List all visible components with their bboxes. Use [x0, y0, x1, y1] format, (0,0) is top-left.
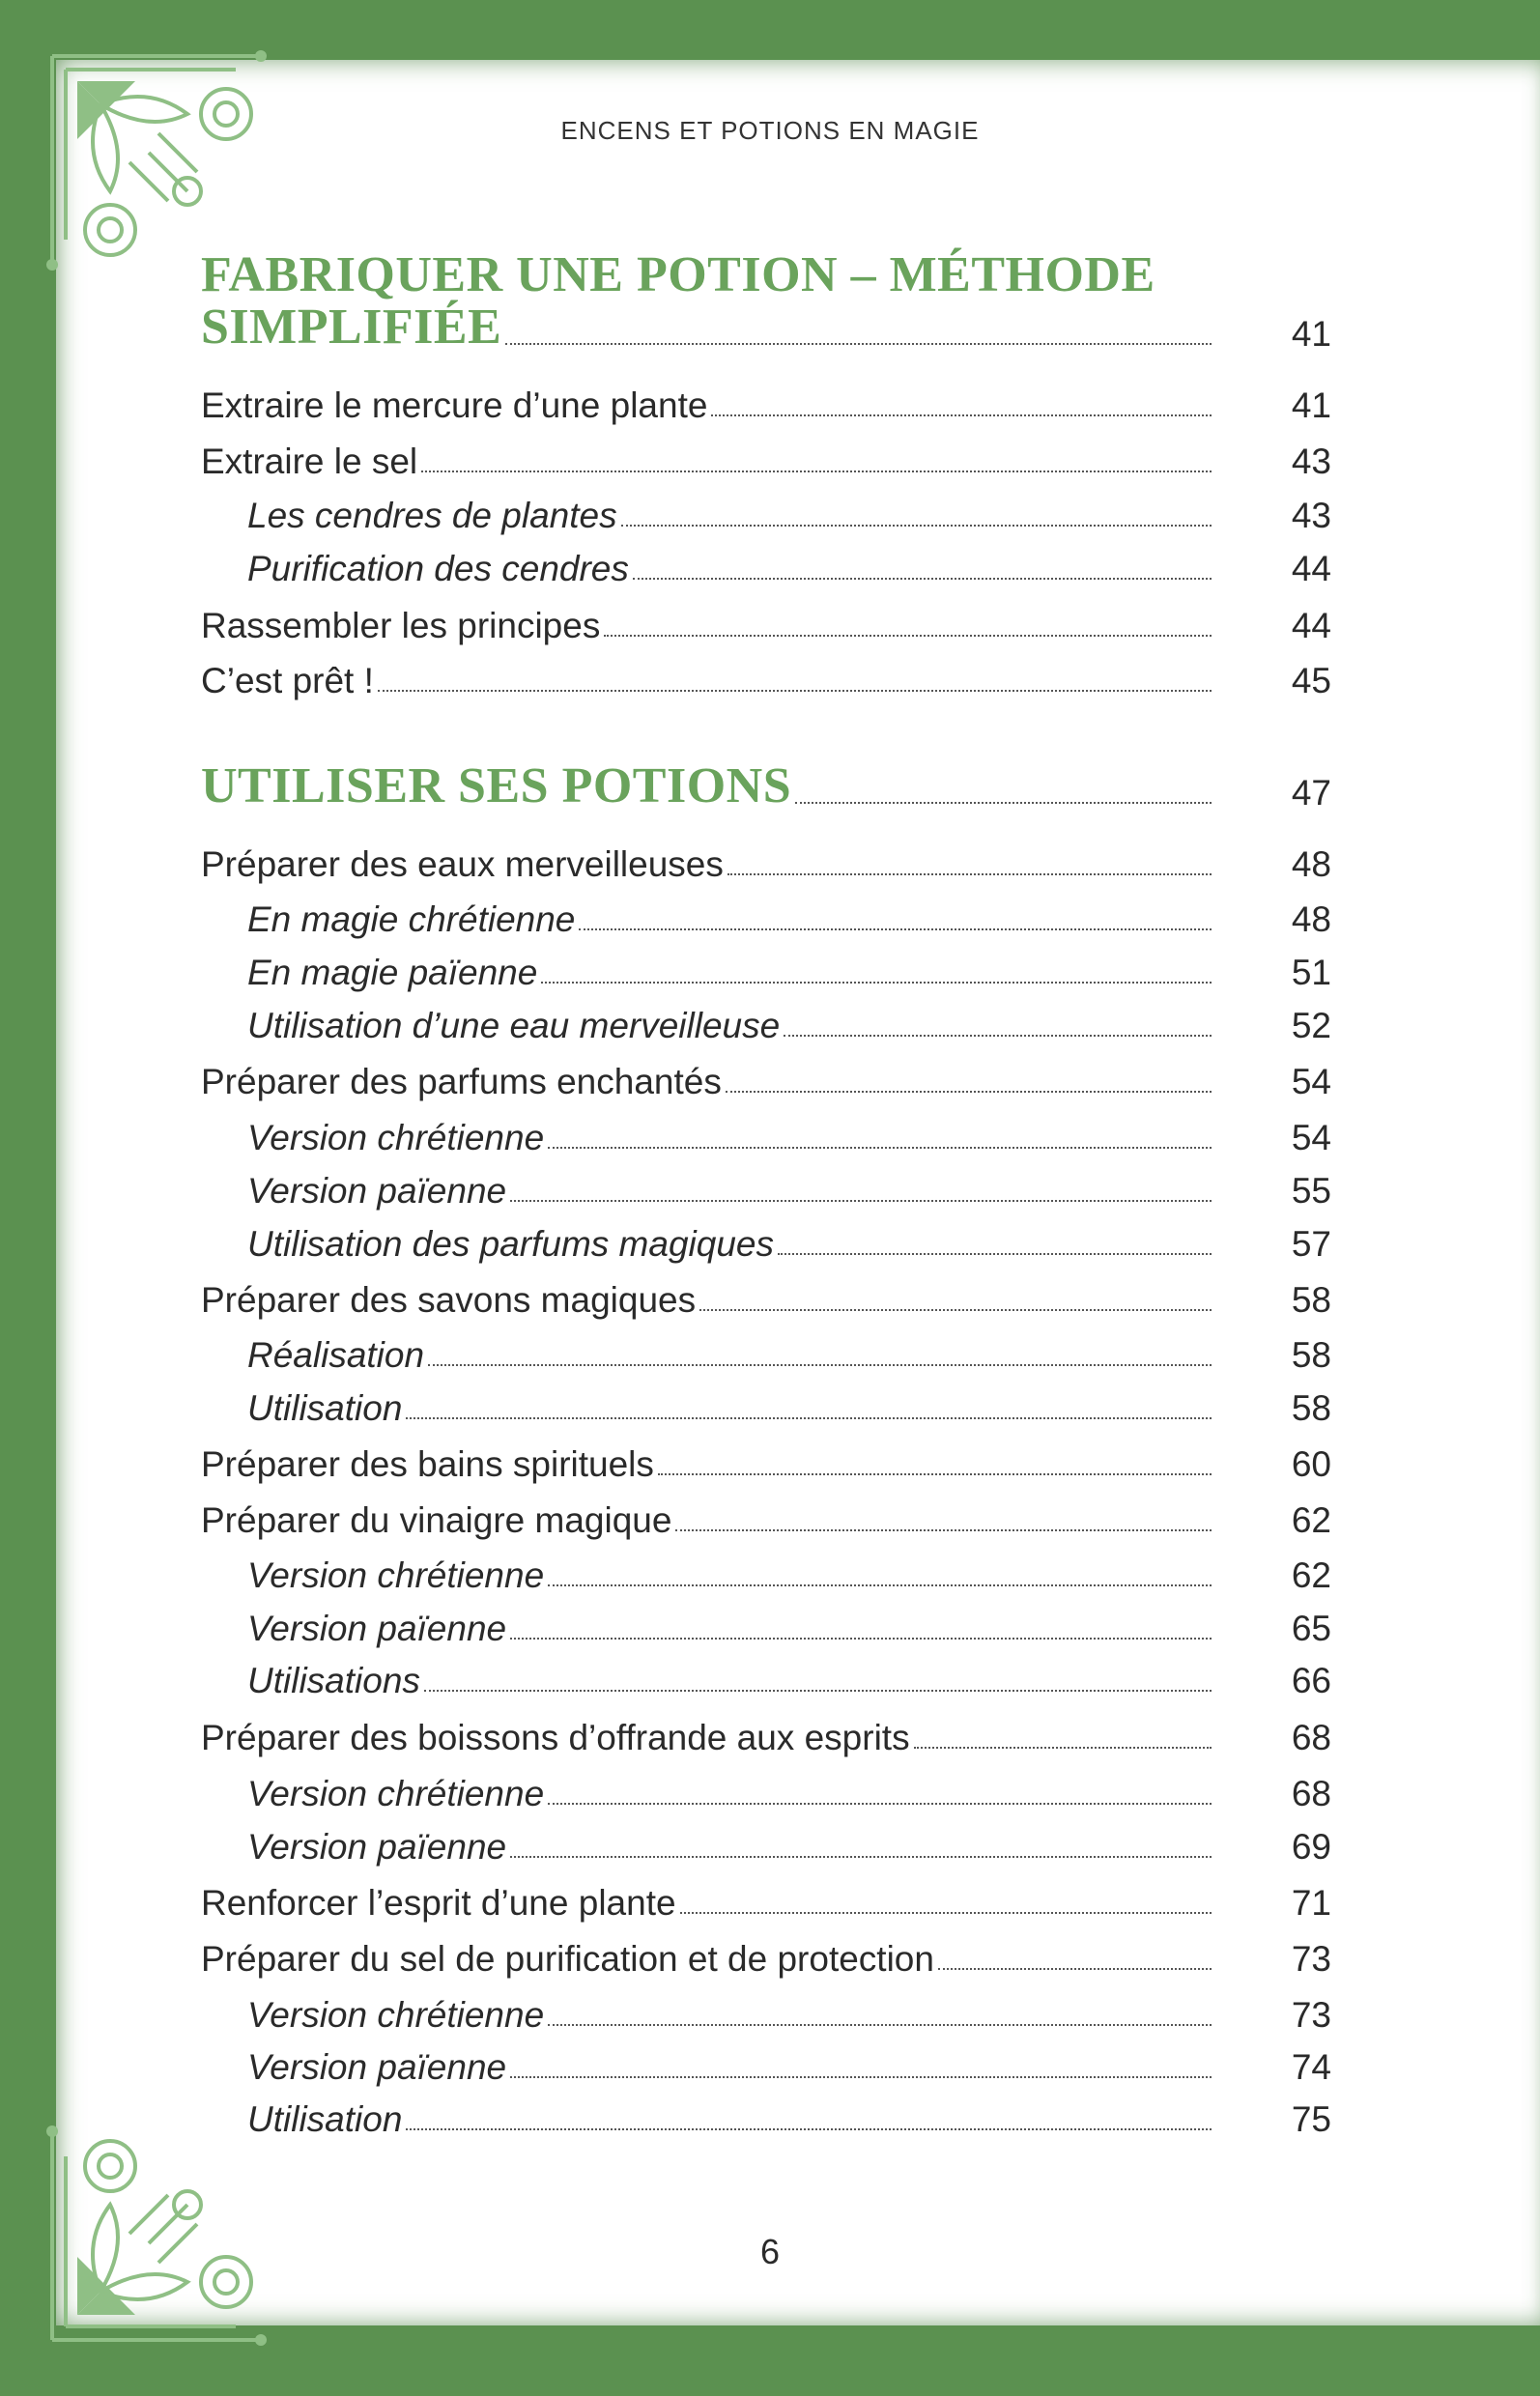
- toc-subentry[interactable]: [247, 1007, 1333, 1046]
- dot-leader: [378, 689, 1212, 692]
- dot-leader: [424, 1689, 1212, 1692]
- dot-leader: [406, 2127, 1212, 2130]
- toc-entry[interactable]: [201, 442, 1333, 482]
- page-number: 52: [1291, 1006, 1331, 1045]
- toc-subentry-label: Utilisation: [247, 2099, 403, 2139]
- toc-subentry-label: Version païenne: [247, 1827, 507, 1867]
- section-heading-1[interactable]: [201, 301, 1333, 355]
- toc-entry-label: Rassembler les principes: [201, 606, 601, 645]
- toc-subentry[interactable]: [247, 1336, 1333, 1376]
- toc-subentry-label: Version païenne: [247, 1609, 507, 1648]
- toc-subentry-label: Version chrétienne: [247, 1555, 545, 1595]
- page-number: 54: [1291, 1118, 1331, 1157]
- toc-entry[interactable]: [201, 1719, 1333, 1758]
- toc-entry-label: Renforcer l’esprit d’une plante: [201, 1883, 676, 1923]
- toc-entry-label: Préparer du sel de purification et de protection: [201, 1939, 934, 1979]
- dot-leader: [505, 342, 1212, 345]
- toc-subentry[interactable]: [247, 1172, 1333, 1212]
- dot-leader: [938, 1967, 1212, 1970]
- toc-entry[interactable]: [201, 1063, 1333, 1102]
- page-number: 43: [1291, 496, 1331, 535]
- page-number: 54: [1291, 1062, 1331, 1101]
- section-title-2: UTILISER SES POTIONS: [201, 758, 792, 813]
- page-number: 75: [1291, 2099, 1331, 2139]
- dot-leader: [680, 1911, 1212, 1914]
- page-number: 60: [1291, 1444, 1331, 1484]
- toc-subentry[interactable]: [247, 497, 1333, 536]
- dot-leader: [510, 2075, 1212, 2078]
- dot-leader: [784, 1034, 1212, 1037]
- page-number: 51: [1291, 953, 1331, 992]
- page-number: 66: [1291, 1661, 1331, 1700]
- dot-leader: [727, 872, 1212, 875]
- dot-leader: [604, 634, 1212, 637]
- toc-subentry-label: Version chrétienne: [247, 1118, 545, 1157]
- dot-leader: [548, 1802, 1212, 1805]
- toc-subentry[interactable]: [247, 2048, 1333, 2088]
- toc-subentry[interactable]: [247, 954, 1333, 993]
- page-number: 62: [1291, 1555, 1331, 1595]
- dot-leader: [726, 1090, 1212, 1093]
- page-number: 41: [1291, 385, 1331, 425]
- toc-subentry-label: Version chrétienne: [247, 1774, 545, 1813]
- page-number: 44: [1291, 549, 1331, 588]
- dot-leader: [421, 470, 1212, 472]
- toc-subentry[interactable]: [247, 550, 1333, 589]
- toc-subentry[interactable]: [247, 1225, 1333, 1265]
- page-number: 47: [1291, 772, 1331, 813]
- page-number: 58: [1291, 1335, 1331, 1375]
- page-number: 41: [1291, 313, 1331, 354]
- page-number: 68: [1291, 1718, 1331, 1757]
- page-number: 48: [1291, 899, 1331, 939]
- toc-entry[interactable]: [201, 607, 1333, 646]
- page-number: 45: [1291, 661, 1331, 700]
- toc-entry[interactable]: [201, 662, 1333, 701]
- dot-leader: [914, 1746, 1212, 1749]
- toc-entry-label: Préparer du vinaigre magique: [201, 1500, 672, 1540]
- toc-entry[interactable]: [201, 386, 1333, 426]
- dot-leader: [510, 1855, 1212, 1858]
- page-number: 74: [1291, 2047, 1331, 2087]
- toc-subentry-label: En magie païenne: [247, 953, 538, 992]
- dot-leader: [406, 1416, 1212, 1419]
- toc-subentry-label: Les cendres de plantes: [247, 496, 617, 535]
- page-number: 65: [1291, 1609, 1331, 1648]
- toc-entry-label: Préparer des savons magiques: [201, 1280, 697, 1320]
- page-number: 43: [1291, 442, 1331, 481]
- toc-entry[interactable]: [201, 845, 1333, 885]
- page-number: 48: [1291, 844, 1331, 884]
- toc-subentry-label: Version païenne: [247, 1171, 507, 1211]
- dot-leader: [633, 577, 1212, 580]
- toc-subentry-label: Utilisation des parfums magiques: [247, 1224, 774, 1264]
- toc-subentry-label: Réalisation: [247, 1335, 425, 1375]
- dot-leader: [658, 1472, 1212, 1475]
- toc-subentry[interactable]: [247, 1662, 1333, 1701]
- page-number: 73: [1291, 1995, 1331, 2035]
- dot-leader: [548, 1583, 1212, 1586]
- running-head: ENCENS ET POTIONS EN MAGIE: [560, 116, 980, 145]
- page-number: 73: [1291, 1939, 1331, 1979]
- toc-entry-label: Préparer des bains spirituels: [201, 1444, 654, 1484]
- toc-entry-label: Préparer des eaux merveilleuses: [201, 844, 724, 884]
- page-number: 55: [1291, 1171, 1331, 1211]
- dot-leader: [548, 1146, 1212, 1149]
- page-number: 58: [1291, 1388, 1331, 1428]
- toc-entry[interactable]: [201, 1501, 1333, 1541]
- section-heading-2[interactable]: [201, 760, 1333, 813]
- toc-entry-label: Extraire le sel: [201, 442, 418, 481]
- dot-leader: [675, 1528, 1212, 1531]
- dot-leader: [541, 981, 1212, 984]
- toc-subentry[interactable]: [247, 1556, 1333, 1596]
- toc-subentry-label: Utilisation: [247, 1388, 403, 1428]
- page-number: 58: [1291, 1280, 1331, 1320]
- page-number: 62: [1291, 1500, 1331, 1540]
- toc-entry[interactable]: [201, 1445, 1333, 1485]
- dot-leader: [510, 1199, 1212, 1202]
- toc-entry-label: Extraire le mercure d’une plante: [201, 385, 708, 425]
- toc-subentry[interactable]: [247, 1610, 1333, 1649]
- toc-subentry-label: Version païenne: [247, 2047, 507, 2087]
- dot-leader: [548, 2023, 1212, 2026]
- page-number: 69: [1291, 1827, 1331, 1867]
- toc-subentry-label: Version chrétienne: [247, 1995, 545, 2035]
- dot-leader: [699, 1308, 1212, 1311]
- page-number: 68: [1291, 1774, 1331, 1813]
- toc-subentry[interactable]: [247, 1389, 1333, 1429]
- page-number: 44: [1291, 606, 1331, 645]
- section-title-1-line1: FABRIQUER UNE POTION – MÉTHODE: [201, 247, 1155, 302]
- toc-subentry[interactable]: [247, 1119, 1333, 1158]
- floral-corner-ornament-icon: [43, 46, 274, 278]
- toc-entry-label: Préparer des boissons d’offrande aux esprits: [201, 1718, 910, 1757]
- dot-leader: [510, 1637, 1212, 1640]
- dot-leader: [428, 1363, 1212, 1366]
- toc-entry[interactable]: [201, 1940, 1333, 1980]
- dot-leader: [711, 414, 1212, 416]
- toc-subentry[interactable]: [247, 2100, 1333, 2140]
- toc-subentry[interactable]: [247, 1996, 1333, 2036]
- page-number: 71: [1291, 1883, 1331, 1923]
- section-title-1-line2: SIMPLIFIÉE: [201, 300, 502, 355]
- toc-entry-label: Préparer des parfums enchantés: [201, 1062, 722, 1101]
- toc-entry-label: C’est prêt !: [201, 661, 374, 700]
- toc-entry[interactable]: [201, 1281, 1333, 1321]
- toc-subentry[interactable]: [247, 900, 1333, 940]
- toc-entry[interactable]: [201, 1884, 1333, 1924]
- toc-subentry-label: En magie chrétienne: [247, 899, 576, 939]
- toc-subentry[interactable]: [247, 1775, 1333, 1814]
- dot-leader: [778, 1252, 1212, 1255]
- page-number: 57: [1291, 1224, 1331, 1264]
- dot-leader: [579, 927, 1212, 930]
- toc-subentry[interactable]: [247, 1828, 1333, 1868]
- dot-leader: [795, 801, 1212, 804]
- page-number-footer: 6: [759, 2232, 781, 2271]
- toc-subentry-label: Utilisations: [247, 1661, 420, 1700]
- toc-subentry-label: Purification des cendres: [247, 549, 629, 588]
- toc-subentry-label: Utilisation d’une eau merveilleuse: [247, 1006, 781, 1045]
- dot-leader: [621, 524, 1212, 527]
